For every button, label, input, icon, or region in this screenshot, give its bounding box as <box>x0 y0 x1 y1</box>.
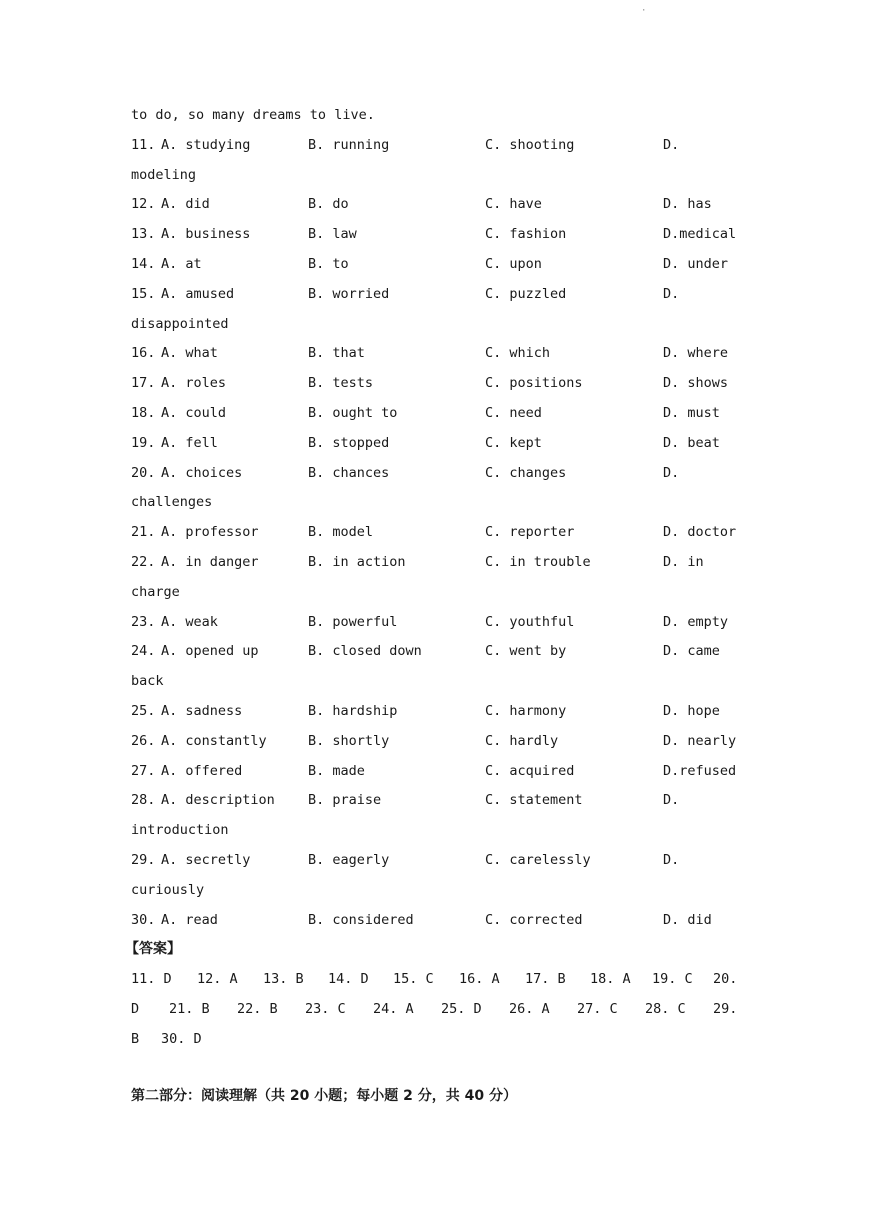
option-a: A. did <box>161 196 210 213</box>
question-number: 15. <box>131 285 156 302</box>
option-c: C. kept <box>485 434 542 451</box>
option-d: D.refused <box>663 762 737 779</box>
answer-item: 15. C <box>393 971 434 988</box>
option-b: B. worried <box>308 285 390 302</box>
question-number: 13. <box>131 226 156 243</box>
document-body <box>125 103 751 1057</box>
question-row <box>131 461 751 491</box>
option-c: C. statement <box>485 792 583 809</box>
option-d-continued: modeling <box>131 166 197 183</box>
question-row <box>131 550 751 580</box>
question-row <box>131 848 751 878</box>
option-c: C. have <box>485 196 542 213</box>
option-b: B. powerful <box>308 613 398 630</box>
question-row <box>131 371 751 401</box>
answer-item: 27. C <box>577 1000 618 1017</box>
option-b: B. do <box>308 196 349 213</box>
option-d: D. hope <box>663 702 720 719</box>
option-a: A. weak <box>161 613 218 630</box>
question-number: 12. <box>131 196 156 213</box>
option-a: A. constantly <box>161 732 267 749</box>
option-c: C. in trouble <box>485 553 591 570</box>
question-number: 29. <box>131 851 156 868</box>
option-d-continued: curiously <box>131 881 205 898</box>
answer-item: 12. A <box>197 971 238 988</box>
option-a: A. fell <box>161 434 218 451</box>
option-d: D. <box>663 136 680 153</box>
question-row <box>131 401 751 431</box>
option-b: B. shortly <box>308 732 390 749</box>
question-row <box>131 252 751 282</box>
option-d: D. did <box>663 911 712 928</box>
option-c: C. upon <box>485 255 542 272</box>
option-d: D. empty <box>663 613 729 630</box>
question-row <box>131 282 751 312</box>
option-a: A. amused <box>161 285 235 302</box>
question-row <box>131 908 751 938</box>
question-number: 16. <box>131 345 156 362</box>
option-c: C. youthful <box>485 613 575 630</box>
option-a: A. secretly <box>161 851 251 868</box>
option-d: D. where <box>663 345 729 362</box>
option-a: A. opened up <box>161 643 259 660</box>
option-b: B. chances <box>308 464 390 481</box>
answer-item: 16. A <box>459 971 500 988</box>
answer-item: 13. B <box>263 971 304 988</box>
option-a: A. professor <box>161 524 259 541</box>
option-b: B. eagerly <box>308 851 390 868</box>
option-d: D. has <box>663 196 712 213</box>
option-c: C. which <box>485 345 551 362</box>
option-c: C. changes <box>485 464 567 481</box>
option-d: D. <box>663 285 680 302</box>
option-a: A. what <box>161 345 218 362</box>
option-d: D. came <box>663 643 720 660</box>
question-number: 25. <box>131 702 156 719</box>
answer-item: 17. B <box>525 971 566 988</box>
option-a: A. studying <box>161 136 251 153</box>
answer-item: B <box>131 1030 140 1047</box>
section-title: 第二部分：阅读理解（共 20 小题；每小题 2 分，共 40 分） <box>131 1088 517 1104</box>
option-d: D. must <box>663 404 720 421</box>
option-b: B. running <box>308 136 390 153</box>
option-c: C. went by <box>485 643 567 660</box>
passage-tail: to do, so many dreams to live. <box>131 107 375 123</box>
option-c: C. puzzled <box>485 285 567 302</box>
question-row <box>131 520 751 550</box>
question-number: 23. <box>131 613 156 630</box>
option-c: C. shooting <box>485 136 575 153</box>
option-b: B. considered <box>308 911 414 928</box>
answer-item: 23. C <box>305 1000 346 1017</box>
question-row <box>131 788 751 818</box>
option-c: C. fashion <box>485 226 567 243</box>
question-number: 17. <box>131 375 156 392</box>
option-a: A. offered <box>161 762 243 779</box>
answer-item: 18. A <box>590 971 631 988</box>
answer-item: 30. D <box>161 1030 202 1047</box>
option-a: A. read <box>161 911 218 928</box>
question-number: 19. <box>131 434 156 451</box>
option-b: B. law <box>308 226 357 243</box>
answer-line <box>131 967 751 997</box>
option-d: D. in <box>663 553 704 570</box>
question-number: 28. <box>131 792 156 809</box>
answer-item: 11. D <box>131 971 172 988</box>
question-row <box>131 759 751 789</box>
question-number: 11. <box>131 136 156 153</box>
question-row <box>131 192 751 222</box>
option-a: A. could <box>161 404 227 421</box>
option-d-continued: back <box>131 673 164 690</box>
option-d-continued: introduction <box>131 822 229 839</box>
answer-item: 22. B <box>237 1000 278 1017</box>
option-c: C. corrected <box>485 911 583 928</box>
question-number: 27. <box>131 762 156 779</box>
option-b: B. tests <box>308 375 374 392</box>
option-b: B. in action <box>308 553 406 570</box>
answer-item: 26. A <box>509 1000 550 1017</box>
answer-item: 14. D <box>328 971 369 988</box>
question-number: 14. <box>131 255 156 272</box>
question-number: 20. <box>131 464 156 481</box>
question-row <box>131 699 751 729</box>
option-a: A. sadness <box>161 702 243 719</box>
question-row <box>131 133 751 163</box>
option-c: C. hardly <box>485 732 559 749</box>
option-d: D. under <box>663 255 729 272</box>
question-row <box>131 639 751 669</box>
answer-item: 19. C <box>652 971 693 988</box>
option-b: B. to <box>308 255 349 272</box>
option-d: D. nearly <box>663 732 737 749</box>
answer-item: D <box>131 1000 140 1017</box>
answer-heading: 【答案】 <box>125 941 181 958</box>
option-a: A. choices <box>161 464 243 481</box>
option-b: B. ought to <box>308 404 398 421</box>
question-row <box>131 431 751 461</box>
option-c: C. acquired <box>485 762 575 779</box>
question-number: 21. <box>131 524 156 541</box>
answer-item: 20. <box>713 971 738 988</box>
option-c: C. harmony <box>485 702 567 719</box>
option-b: B. model <box>308 524 374 541</box>
question-row <box>131 222 751 252</box>
option-a: A. business <box>161 226 251 243</box>
answer-line <box>131 1027 751 1057</box>
answer-item: 29. <box>713 1000 738 1017</box>
option-c: C. positions <box>485 375 583 392</box>
question-number: 30. <box>131 911 156 928</box>
option-b: B. that <box>308 345 365 362</box>
option-b: B. stopped <box>308 434 390 451</box>
option-d-continued: disappointed <box>131 315 229 332</box>
page-mark: · <box>641 6 647 16</box>
option-b: B. made <box>308 762 365 779</box>
question-number: 24. <box>131 643 156 660</box>
answer-item: 21. B <box>169 1000 210 1017</box>
question-number: 26. <box>131 732 156 749</box>
option-d: D.medical <box>663 226 737 243</box>
option-d-continued: challenges <box>131 494 213 511</box>
option-d: D. beat <box>663 434 720 451</box>
answer-line <box>131 997 751 1027</box>
answer-list <box>131 967 751 1056</box>
option-a: A. in danger <box>161 553 259 570</box>
question-row <box>131 729 751 759</box>
option-a: A. description <box>161 792 275 809</box>
answer-item: 24. A <box>373 1000 414 1017</box>
question-row <box>131 341 751 371</box>
option-d: D. <box>663 851 680 868</box>
option-d-continued: charge <box>131 583 180 600</box>
option-b: B. closed down <box>308 643 422 660</box>
option-b: B. hardship <box>308 702 398 719</box>
option-d: D. shows <box>663 375 729 392</box>
question-list <box>131 133 751 938</box>
question-row <box>131 610 751 640</box>
option-d: D. doctor <box>663 524 737 541</box>
question-number: 18. <box>131 404 156 421</box>
answer-item: 25. D <box>441 1000 482 1017</box>
option-c: C. need <box>485 404 542 421</box>
option-a: A. at <box>161 255 202 272</box>
option-b: B. praise <box>308 792 382 809</box>
option-c: C. carelessly <box>485 851 591 868</box>
option-d: D. <box>663 464 680 481</box>
option-c: C. reporter <box>485 524 575 541</box>
option-d: D. <box>663 792 680 809</box>
question-number: 22. <box>131 553 156 570</box>
answer-item: 28. C <box>645 1000 686 1017</box>
option-a: A. roles <box>161 375 227 392</box>
